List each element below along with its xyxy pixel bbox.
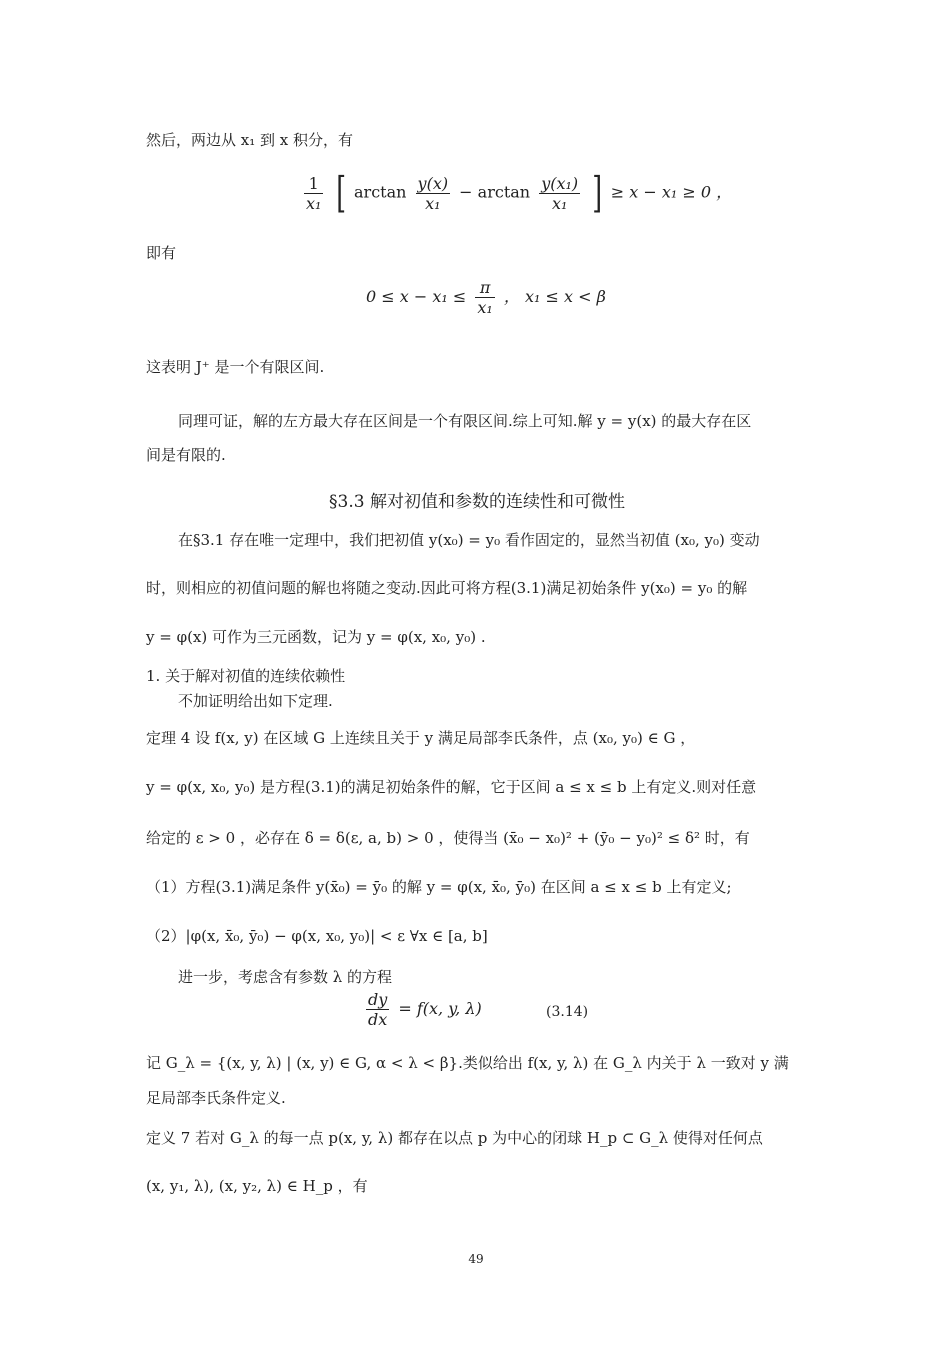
text-line-6: 在§3.1 存在唯一定理中，我们把初值 y(x₀) = y₀ 看作固定的，显然当初值 (x₀, y₀) 变动: [178, 531, 760, 549]
arctan-label: arctan: [354, 182, 407, 202]
equation-label: (3.14): [546, 1004, 589, 1020]
theorem-4-condition-1: （1）方程(3.1)满足条件 y(x̄₀) = ȳ₀ 的解 y = φ(x, x̄₀, ȳ₀) 在区间 a ≤ x ≤ b 上有定义;: [146, 878, 732, 896]
inequality-right: ， x₁ ≤ x < β: [503, 287, 606, 306]
fraction-1-over-x1: [304, 174, 323, 213]
text-line-10: 不加证明给出如下定理.: [178, 692, 333, 710]
fraction-denominator: dx: [368, 1010, 388, 1029]
fraction-pi-over-x1: [475, 278, 494, 317]
right-bracket: ]: [592, 168, 603, 217]
theorem-4-line-3: 给定的 ε > 0 ，必存在 δ = δ(ε, a, b) > 0 ，使得当 (x̄₀ − x₀)² + (ȳ₀ − y₀)² ≤ δ² 时，有: [146, 829, 750, 847]
fraction-denominator: x₁: [425, 193, 441, 213]
inequality-right: ≥ x − x₁ ≥ 0 ，: [610, 182, 733, 202]
fraction-numerator: π: [475, 278, 494, 298]
page-number: 49: [468, 1252, 484, 1266]
left-bracket: [: [335, 168, 346, 217]
text-line-4: 同理可证，解的左方最大存在区间是一个有限区间.综上可知.解 y = y(x) 的最大存在区: [178, 412, 752, 430]
text-line-5: 间是有限的.: [146, 446, 226, 464]
equation-right-side: = f(x, y, λ): [398, 999, 482, 1018]
fraction-yx1-over-x1: [539, 174, 580, 213]
text-line-7: 时，则相应的初值问题的解也将随之变动.因此可将方程(3.1)满足初始条件 y(x₀) = y₀ 的解: [146, 579, 748, 597]
minus-arctan-label: − arctan: [459, 182, 531, 202]
inequality-left: 0 ≤ x − x₁ ≤: [366, 287, 467, 306]
fraction-numerator: 1: [304, 174, 323, 194]
text-line-2: 即有: [146, 244, 177, 262]
fraction-numerator: dy: [368, 990, 388, 1009]
equation-bound: [366, 278, 606, 317]
text-line-16: 进一步，考虑含有参数 λ 的方程: [178, 968, 393, 986]
fraction-numerator: y(x₁): [541, 173, 579, 193]
fraction-denominator: x₁: [477, 298, 493, 317]
theorem-4-condition-2: （2）|φ(x, x̄₀, ȳ₀) − φ(x, x₀, y₀)| < ε ∀x ∈ [a, b]: [146, 927, 488, 945]
text-line-17: 记 G_λ = {(x, y, λ) | (x, y) ∈ G, α < λ < β}.类似给出 f(x, y, λ) 在 G_λ 内关于 λ 一致对 y 满: [146, 1054, 789, 1072]
text-line-18: 足局部李氏条件定义.: [146, 1089, 286, 1107]
text-line-1: 然后，两边从 x₁ 到 x 积分，有: [146, 131, 354, 149]
text-line-8: y = φ(x) 可作为三元函数，记为 y = φ(x, x₀, y₀) .: [146, 628, 486, 646]
fraction-yx-over-x1: [416, 174, 451, 213]
definition-7-line-2: (x, y₁, λ), (x, y₂, λ) ∈ H_p ，有: [146, 1177, 368, 1195]
text-line-3: 这表明 J⁺ 是一个有限区间.: [146, 358, 325, 376]
fraction-dy-dx: [366, 990, 389, 1029]
theorem-4-line-1: 定理 4 设 f(x, y) 在区域 G 上连续且关于 y 满足局部李氏条件，点 (x₀, y₀) ∈ G ，: [146, 729, 696, 747]
subsection-heading: 1. 关于解对初值的连续依赖性: [146, 667, 346, 685]
fraction-numerator: y(x): [417, 173, 449, 193]
fraction-denominator: x₁: [551, 193, 568, 213]
theorem-4-line-2: y = φ(x, x₀, y₀) 是方程(3.1)的满足初始条件的解，它于区间 a ≤ x ≤ b 上有定义.则对任意: [146, 778, 757, 796]
equation-3-14: [362, 990, 482, 1029]
equation-arctan: [300, 168, 733, 217]
fraction-denominator: x₁: [306, 193, 322, 213]
definition-7-line-1: 定义 7 若对 G_λ 的每一点 p(x, y, λ) 都存在以点 p 为中心的闭球 H_p ⊂ G_λ 使得对任何点: [146, 1129, 763, 1147]
section-heading: §3.3 解对初值和参数的连续性和可微性: [329, 492, 625, 512]
